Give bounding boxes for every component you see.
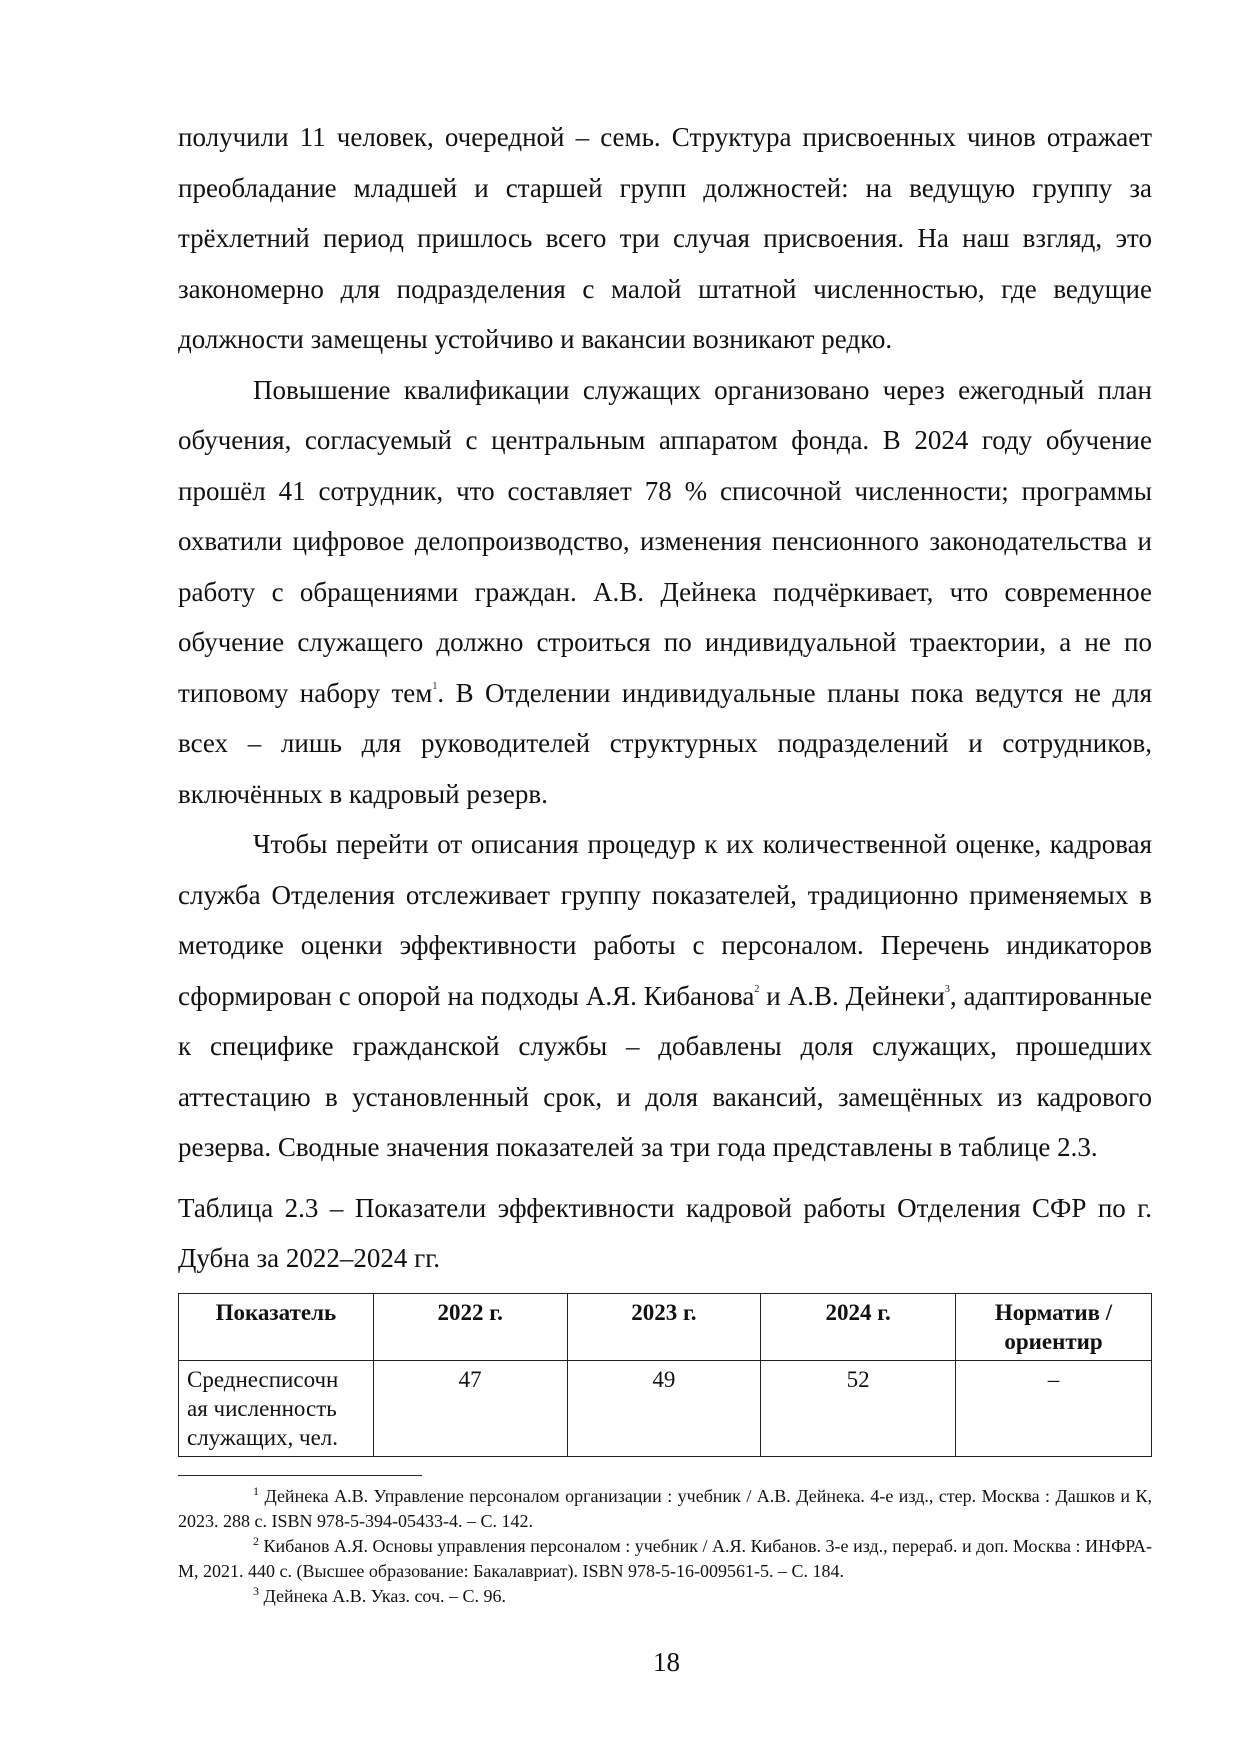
column-header-2023: 2023 г.	[567, 1293, 761, 1360]
footnote-reference-3[interactable]: 3	[944, 983, 950, 995]
footnote-reference-1[interactable]: 1	[432, 680, 438, 692]
table-caption: Таблица 2.3 – Показатели эффективности кадровой работы Отделения СФР по г. Дубна за 2022–2024 гг.	[178, 1192, 1152, 1273]
paragraph-text: и А.В. Дейнеки	[759, 980, 945, 1011]
body-paragraph-1	[178, 112, 1152, 365]
paragraph-text: Чтобы перейти от описания процедур к их количественной оценке, кадровая служба Отделения отслеживает группу показателей, традиционно применяемых в методике оценки эффективности работы с персоналом. Перечень индикаторов сформирован с опорой на подходы А.Я. Кибанова	[178, 829, 1152, 1011]
document-page	[178, 112, 1152, 1609]
footnote-number: 1	[253, 1483, 259, 1498]
footnote-text: Дейнека А.В. Указ. соч. – С. 96.	[259, 1585, 507, 1606]
table-row	[179, 1360, 1152, 1456]
column-header-indicator: Показатель	[179, 1293, 374, 1360]
footnote-text: Кибанов А.Я. Основы управления персоналом : учебник / А.Я. Кибанов. 3-е изд., перераб. и доп. Москва : ИНФРА-М, 2021. 440 с. (Высшее образование: Бакалавриат). ISBN 978-5-16-009561-5. – С. 184.	[178, 1535, 1152, 1581]
footnote-text: Дейнека А.В. Управление персоналом организации : учебник / А.В. Дейнека. 4-е изд., стер. Москва : Дашков и К, 2023. 288 с. ISBN 978-5-394-05433-4. – С. 142.	[178, 1485, 1152, 1531]
indicators-table	[178, 1293, 1152, 1457]
footnote-number: 2	[253, 1533, 259, 1548]
body-paragraph-2	[178, 365, 1152, 820]
table-cell-2023: 49	[567, 1360, 761, 1456]
body-paragraph-3	[178, 819, 1152, 1173]
footnote-separator	[178, 1475, 422, 1476]
table-cell-indicator: Среднесписочн ая численность служащих, чел.	[179, 1360, 374, 1456]
paragraph-text: , адаптированные к специфике гражданской службы – добавлены доля служащих, прошедших аттестацию в установленный срок, и доля вакансий, замещённых из кадрового резерва. Сводные значения показателей за три года представлены в таблице 2.3.	[178, 980, 1152, 1162]
table-cell-2024: 52	[761, 1360, 956, 1456]
page-number: 18	[653, 1647, 680, 1677]
table-header-row	[179, 1293, 1152, 1360]
column-header-norm: Норматив / ориентир	[956, 1293, 1152, 1360]
footnote-2	[178, 1534, 1152, 1584]
footnotes	[178, 1484, 1152, 1609]
footnote-reference-2[interactable]: 2	[754, 983, 760, 995]
column-header-2024: 2024 г.	[761, 1293, 956, 1360]
column-header-2022: 2022 г.	[373, 1293, 567, 1360]
footnote-number: 3	[253, 1583, 259, 1598]
table-cell-norm: –	[956, 1360, 1152, 1456]
paragraph-text: получили 11 человек, очередной – семь. Структура присвоенных чинов отражает преобладание младшей и старшей групп должностей: на ведущую группу за трёхлетний период пришлось всего три случая присвоения. На наш взгляд, это закономерно для подразделения с малой штатной численностью, где ведущие должности замещены устойчиво и вакансии возникают редко.	[178, 122, 1152, 354]
paragraph-text: Повышение квалификации служащих организовано через ежегодный план обучения, согласуемый с центральным аппаратом фонда. В 2024 году обучение прошёл 41 сотрудник, что составляет 78 % списочной численности; программы охватили цифровое делопроизводство, изменения пенсионного законодательства и работу с обращениями граждан. А.В. Дейнека подчёркивает, что современное обучение служащего должно строиться по индивидуальной траектории, а не по типовому набору тем	[178, 374, 1152, 708]
footnote-3	[178, 1584, 1152, 1609]
footnote-1	[178, 1484, 1152, 1534]
table-cell-2022: 47	[373, 1360, 567, 1456]
paragraph-text: . В Отделении индивидуальные планы пока ведутся не для всех – лишь для руководителей структурных подразделений и сотрудников, включённых в кадровый резерв.	[178, 677, 1152, 809]
